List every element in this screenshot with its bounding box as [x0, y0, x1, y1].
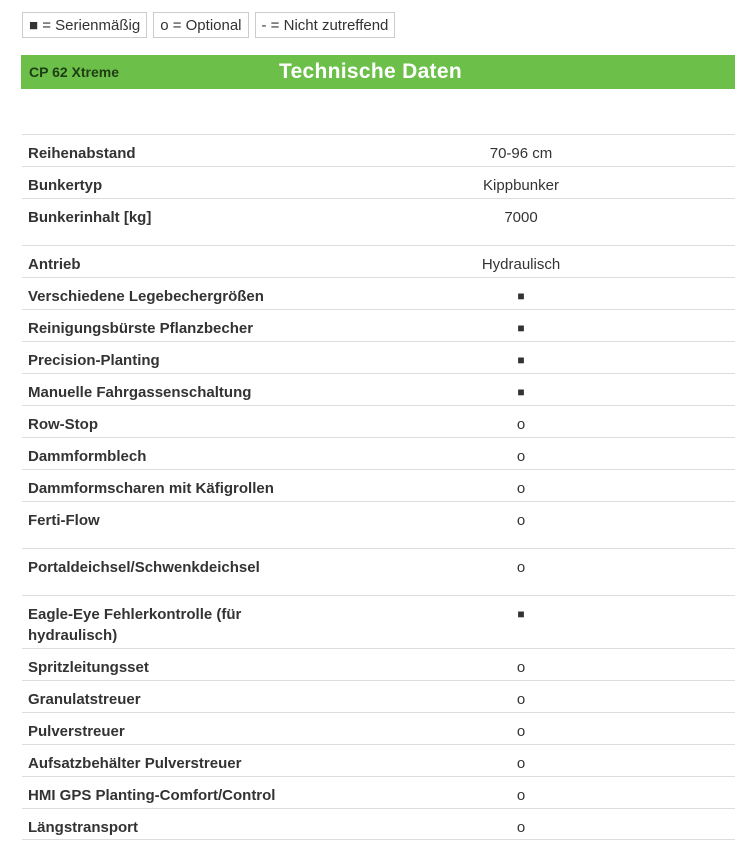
table-row [22, 277, 735, 309]
table-row [22, 501, 735, 548]
table-row [22, 548, 735, 595]
standard-icon: ■ [517, 289, 525, 303]
optional-icon: o [516, 448, 526, 465]
optional-icon: o [516, 723, 526, 740]
page-title: Technische Daten [279, 60, 462, 83]
optional-icon: o [516, 512, 526, 529]
spec-label: Verschiedene Legebechergrößen [28, 288, 264, 305]
standard-icon: ■ [517, 321, 525, 335]
specs-table [22, 134, 735, 840]
table-row [22, 309, 735, 341]
table-row [22, 776, 735, 808]
optional-icon: o [516, 659, 526, 676]
spec-label: Granulatstreuer [28, 691, 141, 708]
spec-label: Antrieb [28, 256, 81, 273]
spec-label: Spritzleitungsset [28, 659, 149, 676]
standard-icon: ■ [517, 607, 525, 621]
table-row [22, 595, 735, 648]
optional-icon: o [516, 787, 526, 804]
spec-label: Manuelle Fahrgassenschaltung [28, 384, 252, 401]
spec-label: Bunkerinhalt [kg] [28, 209, 152, 226]
spec-label: Dammformblech [28, 448, 147, 465]
spec-value: Hydraulisch [481, 256, 561, 273]
standard-icon: ■ [517, 385, 525, 399]
spec-label: Längstransport [28, 819, 139, 836]
optional-icon: o [516, 755, 526, 772]
spec-value: 7000 [504, 209, 538, 226]
legend [22, 12, 395, 38]
table-row [22, 166, 735, 198]
table-row [22, 469, 735, 501]
table-row [22, 808, 735, 840]
spec-label: Reihenabstand [28, 145, 136, 162]
spec-value: Kippbunker [483, 177, 559, 194]
optional-icon: o [516, 559, 526, 576]
spec-label: Precision-Planting [28, 352, 160, 369]
legend-standard: ■ = Serienmäßig [22, 12, 147, 38]
optional-icon: o [516, 480, 526, 497]
table-row [22, 373, 735, 405]
table-row [22, 744, 735, 776]
specs-header [21, 55, 735, 89]
spec-label: Reinigungsbürste Pflanzbecher [28, 320, 254, 337]
legend-not-applicable: - = Nicht zutreffend [255, 12, 396, 38]
legend-optional: o = Optional [153, 12, 248, 38]
spec-label: Row-Stop [28, 416, 98, 433]
table-row [22, 341, 735, 373]
spec-label: Aufsatzbehälter Pulverstreuer [28, 755, 242, 772]
table-row [22, 648, 735, 680]
spec-label: Eagle-Eye Fehlerkontrolle (für hydraulisch) [28, 606, 242, 644]
spec-label: HMI GPS Planting-Comfort/Control [28, 787, 276, 804]
spec-label: Pulverstreuer [28, 723, 125, 740]
spec-label: Bunkertyp [28, 177, 103, 194]
table-row [22, 245, 735, 277]
table-row [22, 712, 735, 744]
optional-icon: o [516, 416, 526, 433]
table-row [22, 134, 735, 166]
standard-icon: ■ [517, 353, 525, 367]
optional-icon: o [516, 691, 526, 708]
table-row [22, 437, 735, 469]
spec-value: 70-96 cm [489, 145, 553, 162]
model-name: CP 62 Xtreme [29, 64, 120, 80]
table-row [22, 405, 735, 437]
spec-label: Ferti-Flow [28, 512, 100, 529]
optional-icon: o [516, 819, 526, 836]
spec-label: Dammformscharen mit Käfigrollen [28, 480, 274, 497]
spec-label: Portaldeichsel/Schwenkdeichsel [28, 559, 260, 576]
table-row [22, 680, 735, 712]
table-row [22, 198, 735, 245]
